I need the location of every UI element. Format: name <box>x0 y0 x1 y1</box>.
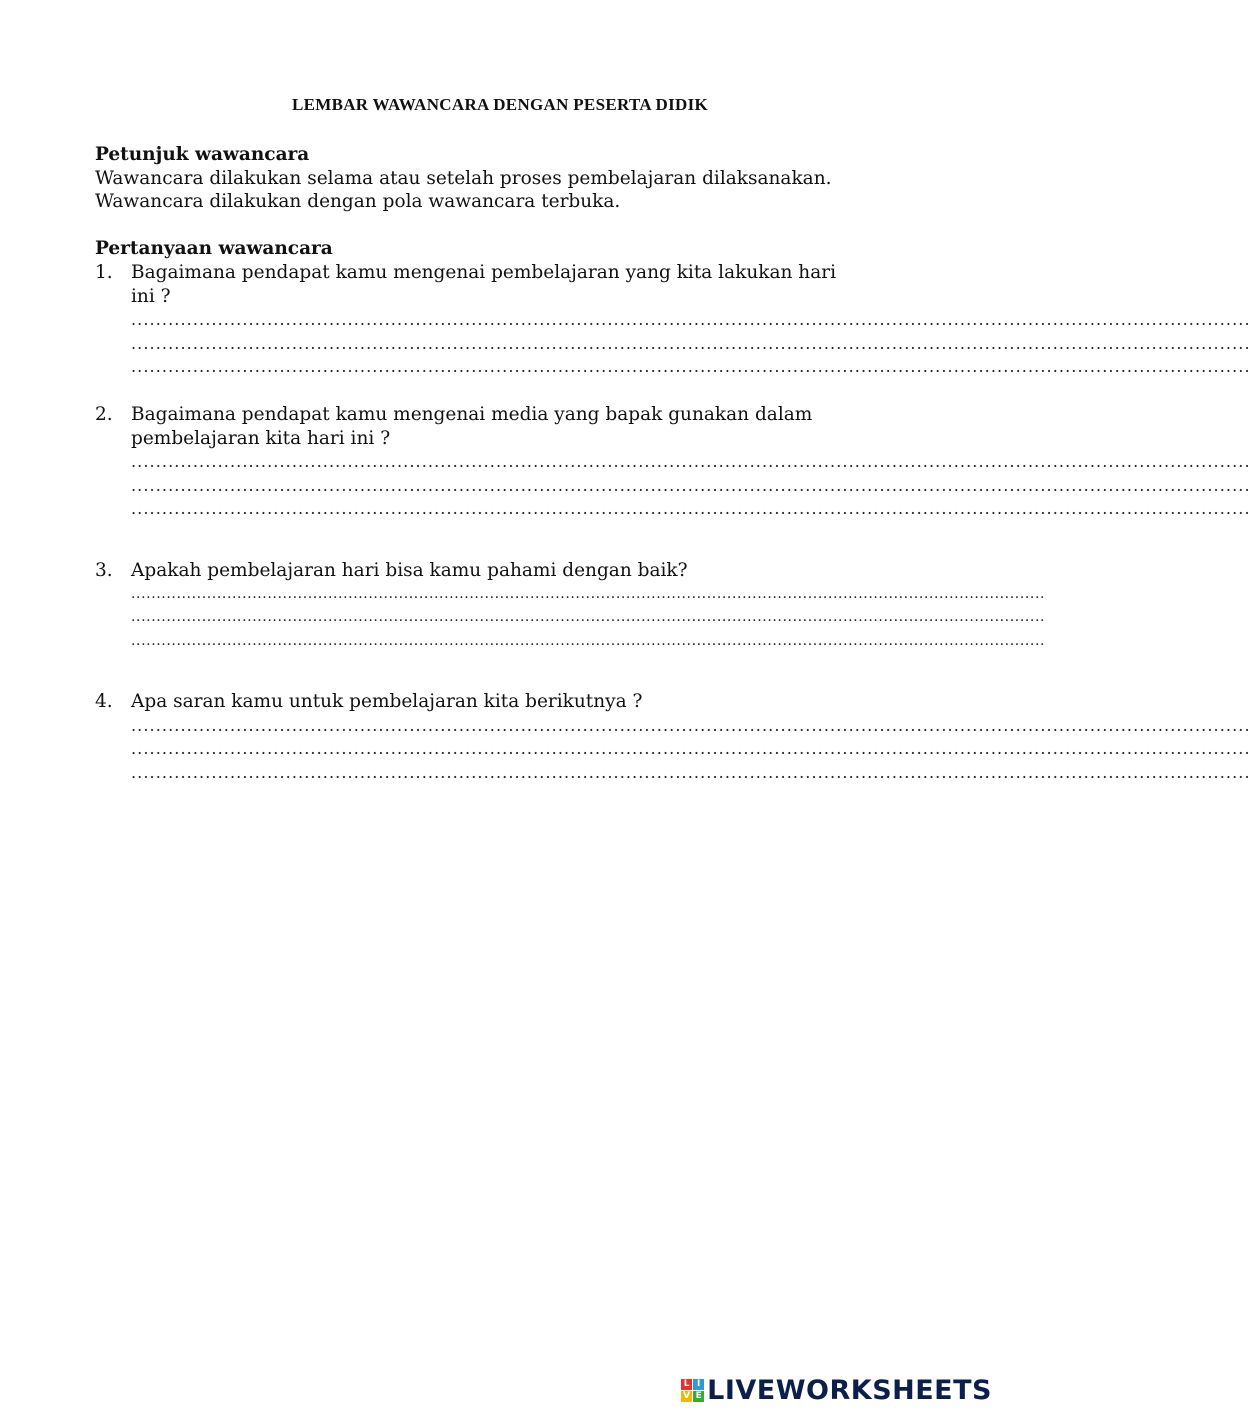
logo-cell: I <box>693 1379 704 1390</box>
question-text-line: Apa saran kamu untuk pembelajaran kita berikutnya ? <box>131 691 643 712</box>
question-number: 4. <box>95 691 113 712</box>
answer-line[interactable]: ..................................................................................................................................................................................... <box>131 357 1251 376</box>
instructions-section <box>95 143 895 214</box>
instructions-line-1: Wawancara dilakukan selama atau setelah proses pembelajaran dilaksanakan. <box>95 167 832 189</box>
question-text-line: Bagaimana pendapat kamu mengenai media yang bapak gunakan dalam <box>131 404 813 425</box>
question-4 <box>95 690 1251 784</box>
question-text-line: Apakah pembelajaran hari bisa kamu pahami dengan baik? <box>131 560 688 581</box>
answer-line[interactable]: ..................................................................................................................................................................................... <box>131 585 1046 602</box>
question-number: 1. <box>95 262 113 283</box>
logo-cell: V <box>681 1391 692 1402</box>
question-3 <box>95 559 1046 653</box>
question-text-line: Bagaimana pendapat kamu mengenai pembelajaran yang kita lakukan hari <box>131 262 836 283</box>
answer-line[interactable]: ..................................................................................................................................................................................... <box>131 715 1251 735</box>
answer-line[interactable]: ..................................................................................................................................................................................... <box>131 609 1046 625</box>
instructions-heading: Petunjuk wawancara <box>95 144 310 165</box>
questions-heading: Pertanyaan wawancara <box>95 238 333 259</box>
answer-line[interactable]: ..................................................................................................................................................................................... <box>131 452 1251 471</box>
answer-line[interactable]: ..................................................................................................................................................................................... <box>131 333 1251 353</box>
question-2 <box>95 403 1251 521</box>
question-text-line: ini ? <box>131 285 171 307</box>
answer-line[interactable]: ..................................................................................................................................................................................... <box>131 762 1251 782</box>
answer-line[interactable]: ..................................................................................................................................................................................... <box>131 310 1251 329</box>
liveworksheets-logo-icon <box>681 1379 704 1402</box>
answer-line[interactable]: ..................................................................................................................................................................................... <box>131 499 1251 518</box>
document-title: LEMBAR WAWANCARA DENGAN PESERTA DIDIK <box>291 95 709 114</box>
question-1 <box>95 261 1251 379</box>
question-number: 3. <box>95 560 113 581</box>
brand-text: LIVEWORKSHEETS <box>707 1374 992 1406</box>
answer-line[interactable]: ..................................................................................................................................................................................... <box>131 475 1251 495</box>
question-text-line: pembelajaran kita hari ini ? <box>131 427 391 449</box>
answer-line[interactable]: ..................................................................................................................................................................................... <box>131 739 1251 758</box>
instructions-line-2: Wawancara dilakukan dengan pola wawancara terbuka. <box>95 191 621 212</box>
liveworksheets-logo <box>681 1373 992 1407</box>
logo-cell: E <box>693 1391 704 1402</box>
logo-cell: L <box>681 1379 692 1390</box>
answer-line[interactable]: ..................................................................................................................................................................................... <box>131 632 1046 649</box>
question-number: 2. <box>95 404 113 425</box>
